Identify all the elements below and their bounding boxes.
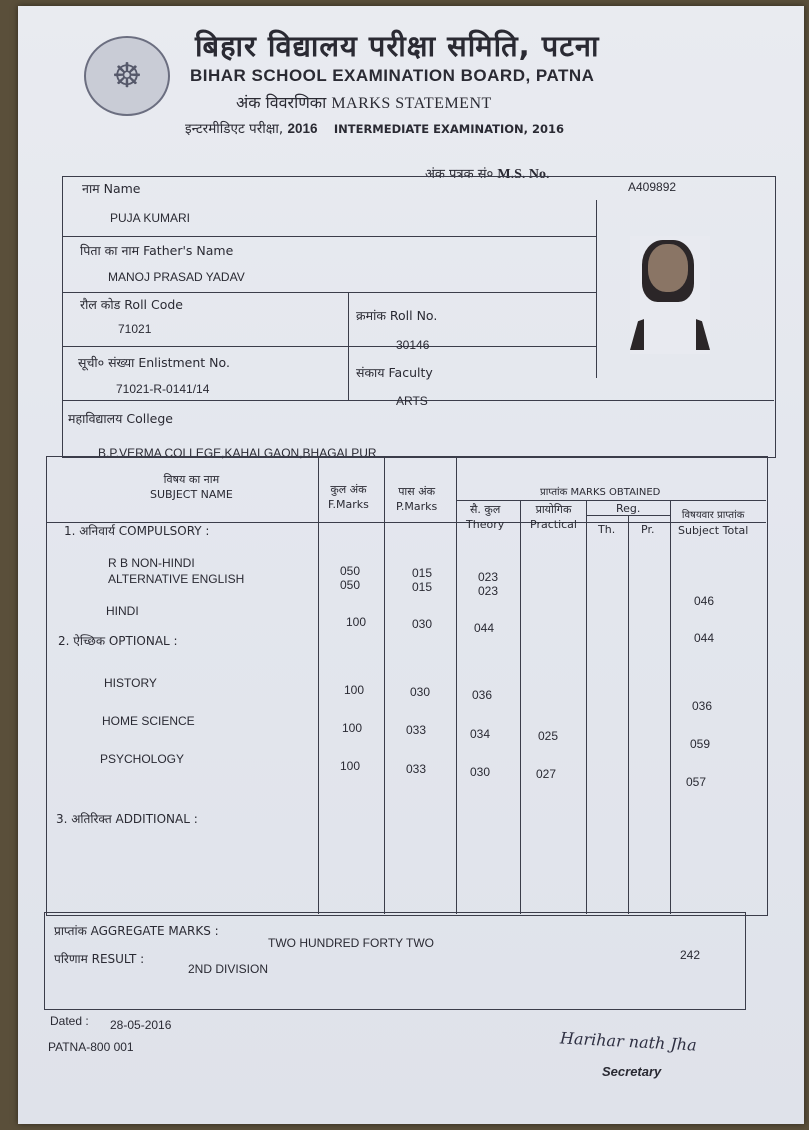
- subject-total-header-english: Subject Total: [678, 524, 749, 537]
- pass-marks-header-english: P.Marks: [396, 500, 438, 513]
- theory-marks: 023: [478, 584, 499, 598]
- theory-marks: 034: [470, 727, 491, 741]
- subject-name-header-english: SUBJECT NAME: [150, 488, 233, 501]
- divider: [62, 292, 596, 293]
- student-photo: [630, 236, 710, 354]
- col-line: [670, 500, 671, 914]
- subject-name-header: [150, 472, 233, 502]
- faculty: ARTS: [396, 394, 428, 408]
- section-additional: 3. अतिरिक्त ADDITIONAL :: [56, 812, 198, 826]
- subject-name: HINDI: [106, 604, 139, 618]
- obtained-group-line: [456, 500, 766, 501]
- subject-total: 046: [694, 594, 715, 608]
- pass-marks: 015: [412, 566, 433, 580]
- aggregate-words: TWO HUNDRED FORTY TWO: [268, 936, 434, 950]
- board-title-hindi: बिहार विद्यालय परीक्षा समिति, पटना: [195, 29, 600, 63]
- section-compulsory: 1. अनिवार्य COMPULSORY :: [64, 524, 210, 538]
- divider: [62, 236, 596, 237]
- board-seal-logo: ☸: [84, 36, 170, 116]
- full-marks-header-english: F.Marks: [328, 498, 369, 511]
- subject-total: 044: [694, 631, 715, 645]
- marks-obtained-header-hindi: प्राप्तांक: [540, 487, 568, 498]
- roll-no: 30146: [396, 338, 430, 352]
- roll-code-label: रौल कोड Roll Code: [80, 297, 183, 312]
- result-label: परिणाम RESULT :: [54, 952, 145, 966]
- result-value: 2ND DIVISION: [188, 962, 269, 976]
- student-name: PUJA KUMARI: [110, 211, 191, 225]
- full-marks: 050: [340, 564, 361, 578]
- subject-name: HISTORY: [104, 676, 157, 690]
- col-line: [318, 456, 319, 914]
- dated-label: Dated :: [50, 1014, 89, 1028]
- full-marks: 100: [340, 759, 361, 773]
- reg-practical-header: Pr.: [641, 523, 655, 536]
- faculty-label: संकाय Faculty: [356, 365, 433, 380]
- theory-marks: 044: [474, 621, 495, 635]
- marks-obtained-header: [540, 485, 660, 500]
- theory-marks: 030: [470, 765, 491, 779]
- enlistment-no: 71021-R-0141/14: [116, 382, 210, 396]
- pass-marks: 033: [406, 723, 427, 737]
- full-marks: 100: [344, 683, 365, 697]
- pass-marks: 030: [412, 617, 433, 631]
- col-line: [520, 500, 521, 914]
- pass-marks: 015: [412, 580, 433, 594]
- subject-name-header-hindi: विषय का नाम: [163, 473, 220, 486]
- section-optional: 2. ऐच्छिक OPTIONAL :: [58, 634, 178, 648]
- exam-title-english: INTERMEDIATE EXAMINATION, 2016: [333, 122, 565, 136]
- exam-title-hindi: इन्टरमीडिएट परीक्षा,: [185, 121, 284, 137]
- theory-header: [466, 502, 504, 532]
- secretary-signature: Harihar nath Jha: [559, 1028, 698, 1055]
- theory-header-hindi: सै. कुल: [469, 503, 501, 516]
- board-title-english: BIHAR SCHOOL EXAMINATION BOARD, PATNA: [190, 66, 595, 85]
- roll-no-label: क्रमांक Roll No.: [356, 308, 438, 323]
- photo-divider: [596, 200, 597, 378]
- divider: [62, 346, 596, 347]
- aggregate-label: प्राप्तांक AGGREGATE MARKS :: [54, 924, 219, 938]
- col-line: [628, 515, 629, 914]
- ms-no-value: A409892: [628, 180, 677, 194]
- divider: [348, 292, 349, 400]
- practical-marks: 027: [536, 767, 557, 781]
- subject-name: R B NON-HINDI: [108, 556, 195, 570]
- enlistment-label: सूची० संख्या Enlistment No.: [78, 355, 230, 370]
- place: PATNA-800 001: [48, 1040, 134, 1054]
- statement-title-hindi: अंक विवरणिका: [236, 93, 327, 112]
- marks-obtained-header-english: MARKS OBTAINED: [570, 487, 661, 498]
- signatory-title: Secretary: [602, 1064, 662, 1079]
- subject-name: HOME SCIENCE: [102, 714, 195, 728]
- col-line: [384, 456, 385, 914]
- ms-no-label-english: M.S. No.: [497, 167, 550, 182]
- dated-value: 28-05-2016: [110, 1018, 172, 1032]
- theory-marks: 036: [472, 688, 493, 702]
- subject-total: 036: [692, 699, 713, 713]
- father-name: MANOJ PRASAD YADAV: [108, 270, 245, 284]
- reg-theory-header: Th.: [598, 523, 616, 536]
- exam-year: 2016: [287, 121, 318, 136]
- full-marks: 100: [342, 721, 363, 735]
- college-name: B.P.VERMA COLLEGE,KAHALGAON,BHAGALPUR: [98, 446, 377, 460]
- practical-header-hindi: प्रायोगिक: [535, 503, 572, 516]
- pass-marks-header-hindi: पास अंक: [398, 485, 436, 498]
- reg-header: Reg.: [616, 502, 641, 515]
- full-marks-header: [328, 482, 369, 512]
- ms-no-label-hindi: अंक पत्रक सं०: [425, 167, 494, 182]
- subject-total: 059: [690, 737, 711, 751]
- full-marks: 050: [340, 578, 361, 592]
- pass-marks-header: [396, 484, 437, 514]
- col-line: [456, 456, 457, 914]
- theory-marks: 023: [478, 570, 499, 584]
- exam-title: [185, 119, 564, 137]
- aggregate-value: 242: [680, 948, 701, 962]
- theory-header-english: Theory: [466, 518, 505, 531]
- col-line: [586, 500, 587, 914]
- practical-header: [530, 502, 577, 532]
- practical-marks: 025: [538, 729, 559, 743]
- subject-name: ALTERNATIVE ENGLISH: [108, 572, 245, 586]
- statement-title-english: MARKS STATEMENT: [331, 95, 492, 112]
- pass-marks: 033: [406, 762, 427, 776]
- full-marks-header-hindi: कुल अंक: [330, 483, 367, 496]
- roll-code: 71021: [118, 322, 152, 336]
- college-label: महाविद्यालय College: [68, 411, 173, 426]
- subject-name: PSYCHOLOGY: [100, 752, 185, 766]
- subject-total-header-hindi: विषयवार प्राप्तांक: [681, 510, 745, 521]
- father-name-label: पिता का नाम Father's Name: [80, 243, 234, 258]
- subject-total: 057: [686, 775, 707, 789]
- full-marks: 100: [346, 615, 367, 629]
- subject-total-header: [678, 508, 748, 538]
- pass-marks: 030: [410, 685, 431, 699]
- name-label: नाम Name: [82, 181, 141, 196]
- practical-header-english: Practical: [530, 518, 577, 531]
- statement-title: [236, 91, 492, 113]
